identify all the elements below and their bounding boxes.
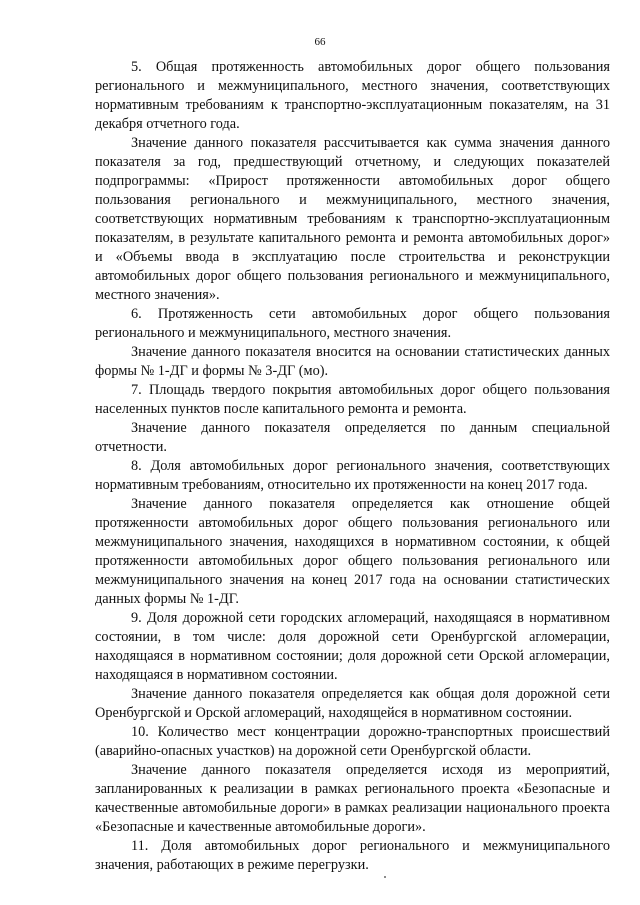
- paragraph-item-10-description: Значение данного показателя определяется исходя из мероприятий, запланированных к реализации в рамках регионального проекта «Безопасные и качественные автомобильные дороги» в рамках реализации национального проекта «Безопасные и качественные автомобильные дороги».: [95, 762, 610, 835]
- scan-dot: [384, 876, 386, 878]
- document-body: [95, 58, 610, 875]
- paragraph-item-6-description: Значение данного показателя вносится на основании статистических данных формы № 1-ДГ и формы № 3-ДГ (мо).: [95, 344, 610, 379]
- paragraph-item-7-description: Значение данного показателя определяется по данным специальной отчетности.: [95, 420, 610, 455]
- paragraph-item-9-description: Значение данного показателя определяется как общая доля дорожной сети Оренбургской и Орской агломераций, находящейся в нормативном состоянии.: [95, 686, 610, 721]
- paragraph-item-8: 8. Доля автомобильных дорог регионального значения, соответствующих нормативным требованиям, относительно их протяженности на конец 2017 года.: [95, 458, 610, 493]
- paragraph-item-6: 6. Протяженность сети автомобильных дорог общего пользования регионального и межмуниципального, местного значения.: [95, 306, 610, 341]
- paragraph-item-8-description: Значение данного показателя определяется как отношение общей протяженности автомобильных дорог общего пользования регионального или межмуниципального значения, находящихся в нормативном состоянии, к общей протяженности автомобильных дорог общего пользования регионального или межмуниципального значения на конец 2017 года на основании статистических данных формы № 1-ДГ.: [95, 496, 610, 607]
- paragraph-item-9: 9. Доля дорожной сети городских агломераций, находящаяся в нормативном состоянии, в том числе: доля дорожной сети Оренбургской агломерации, находящаяся в нормативном состоянии; доля дорожной сети Орской агломерации, находящаяся в нормативном состоянии.: [95, 610, 610, 683]
- paragraph-item-11: 11. Доля автомобильных дорог регионального и межмуниципального значения, работающих в режиме перегрузки.: [95, 838, 610, 873]
- page-number: 66: [314, 36, 326, 48]
- paragraph-item-5-description: Значение данного показателя рассчитывается как сумма значения данного показателя за год, предшествующий отчетному, и следующих показателей подпрограммы: «Прирост протяженности автомобильных дорог общего пользования регионального и межмуниципального, местного значения, соответствующих нормативным требованиям к транспортно-эксплуатационным показателям, в результате капитального ремонта и ремонта автомобильных дорог» и «Объемы ввода в эксплуатацию после строительства и реконструкции автомобильных дорог общего пользования регионального и межмуниципального, местного значения».: [95, 135, 610, 303]
- paragraph-item-10: 10. Количество мест концентрации дорожно-транспортных происшествий (аварийно-опасных участков) на дорожной сети Оренбургской области.: [95, 724, 610, 759]
- paragraph-item-7: 7. Площадь твердого покрытия автомобильных дорог общего пользования населенных пунктов после капитального ремонта и ремонта.: [95, 382, 610, 417]
- paragraph-item-5: 5. Общая протяженность автомобильных дорог общего пользования регионального и межмуниципального, местного значения, соответствующих нормативным требованиям к транспортно-эксплуатационным показателям, на 31 декабря отчетного года.: [95, 59, 610, 132]
